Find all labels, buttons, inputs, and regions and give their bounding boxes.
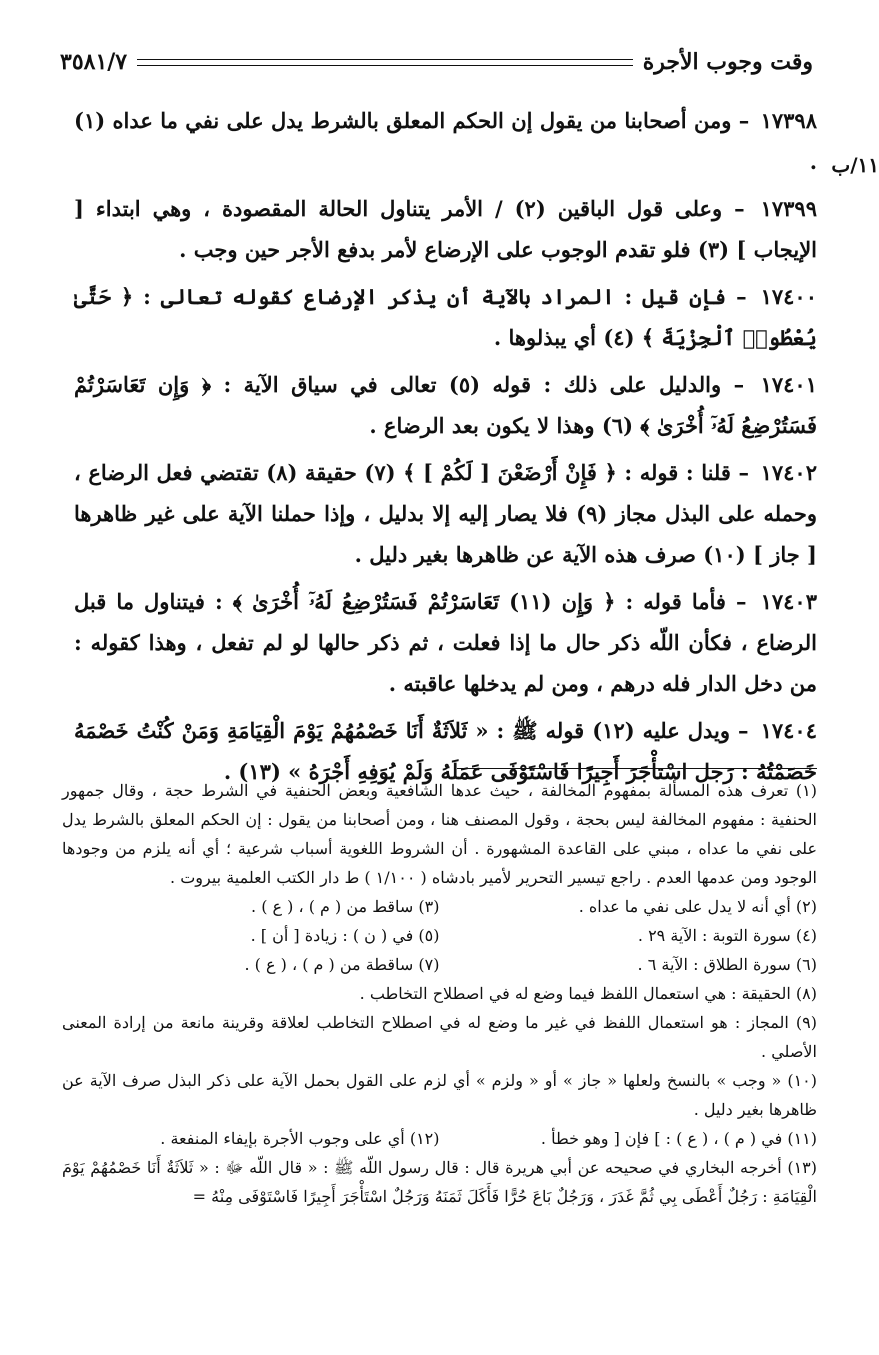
paragraph-17398 (74, 100, 817, 182)
header-rule (137, 59, 633, 66)
paragraph-17400 (74, 276, 817, 358)
paragraph-text: – والدليل على ذلك : قوله (٥) تعالى في سياق الآية : ﴿ وَإِن تَعَاسَرْتُمْ فَسَتُرْضِعُ لَهُۥٓ أُخْرَىٰ ﴾ (٦) وهذا لا يكون بعد الرضاع . (74, 372, 817, 438)
page-number: ٣٥٨١/٧ (60, 49, 128, 75)
paragraph-number: ١٧٤٠٠ (760, 284, 817, 309)
paragraph-number: ١٧٤٠٢ (760, 460, 817, 485)
paragraph-text: – قلنا : قوله : ﴿ فَإِنْ أَرْضَعْنَ [ لَكُمْ ] ﴾ (٧) حقيقة (٨) تقتضي فعل الرضاع ، وحمله على البذل مجاز (٩) فلا يصار إليه إلا بدليل ، وإذا حملنا الآية على غير ظاهرها [ جاز ] (١٠) صرف هذه الآية عن ظاهرها بغير دليل . (74, 460, 817, 567)
footnotes (62, 776, 817, 1211)
paragraph-text: – فأما قوله : ﴿ وَإِن (١١) تَعَاسَرْتُمْ فَسَتُرْضِعُ لَهُۥٓ أُخْرَىٰ ﴾ : فيتناول ما قبل الرضاع ، فكأن اللّه ذكر حال ما إذا فعلت ، ثم ذكر حالها لو لم تفعل ، وهذا كقوله : من دخل الدار فله درهم ، ومن لم يدخلها عاقبته . (74, 589, 817, 696)
footnote-separator (457, 768, 817, 769)
footnote-11: (١١) في ( م ) ، ( ع ) : ] فإن [ وهو خطأ . (540, 1129, 817, 1148)
main-text (74, 100, 817, 798)
footnote-row (62, 921, 817, 950)
paragraph-number: ١٧٣٩٨ (760, 108, 817, 133)
paragraph-17402 (74, 452, 817, 575)
paragraph-number: ١٧٤٠٣ (760, 589, 817, 614)
margin-folio-note: ١١/ب (831, 153, 879, 177)
paragraph-17399 (74, 188, 817, 270)
running-header (60, 42, 813, 82)
paragraph-17403 (74, 581, 817, 704)
footnote-7: (٧) ساقطة من ( م ) ، ( ع ) . (244, 955, 440, 974)
footnote-4: (٤) سورة التوبة : الآية ٢٩ . (637, 926, 817, 945)
paragraph-text: – ومن أصحابنا من يقول إن الحكم المعلق بالشرط يدل على نفي ما عداه (١) . (74, 108, 817, 174)
footnote-row (62, 1124, 817, 1153)
paragraph-text: – فإن قيل : المراد بالآية أن يذكر الإرضاع كقوله تعالى : ﴿ حَتَّىٰ يُعْطُوا۟ ٱلْجِزْيَةَ ﴾ (٤) أي يبذلوها . (74, 284, 817, 350)
paragraph-text: – ويدل عليه (١٢) قوله ﷺ : « ثَلاَثَةٌ أَنَا خَصْمُهُمْ يَوْمَ الْقِيَامَةِ وَمَنْ كُنْتُ خَصْمَهُ خَصَمْتُهُ : رَجل اسْتأْجَرَ أَجِيرًا فَاسْتَوْفَى عَمَلَهُ وَلَمْ يُوَفِهِ أَجْرَهُ » (١٣) . (74, 718, 817, 784)
footnote-10: (١٠) « وجب » بالنسخ ولعلها « جاز » أو « ولزم » أي لزم على القول بحمل الآية على ذكر البذل صرف الآية عن ظاهرها بغير دليل . (62, 1071, 817, 1119)
footnote-12: (١٢) أي على وجوب الأجرة بإيفاء المنفعة . (160, 1129, 440, 1148)
paragraph-number: ١٧٤٠١ (760, 372, 817, 397)
footnote-row (62, 950, 817, 979)
footnote-6: (٦) سورة الطلاق : الآية ٦ . (637, 955, 817, 974)
footnote-8: (٨) الحقيقة : هي استعمال اللفظ فيما وضع له في اصطلاح التخاطب . (359, 984, 817, 1003)
footnote-13: (١٣) أخرجه البخاري في صحيحه عن أبي هريرة قال : قال رسول اللّه ﷺ : « قال اللّه ﷻ : « ثَلاَثَةٌ أَنَا خَصْمُهُمْ يَوْمَ الْقِيَامَةِ : رَجُلٌ أَعْطَى بِي ثُمَّ غَدَرَ ، وَرَجُلٌ بَاعَ حُرًّا فَأَكَلَ ثَمَنَهُ وَرَجُلٌ اسْتَأْجَرَ أَجِيرًا فَاسْتَوْفَى مِنْهُ = (62, 1158, 817, 1206)
footnote-3: (٣) ساقط من ( م ) ، ( ع ) . (251, 897, 440, 916)
footnote-5: (٥) في ( ن ) : زيادة [ أن ] . (250, 926, 440, 945)
footnote-1: (١) تعرف هذه المسألة بمفهوم المخالفة ، حيث عدها الشافعية وبعض الحنفية في الشرط حجة ، وقال جمهور الحنفية : مفهوم المخالفة ليس بحجة ، وقول المصنف هنا ، ومن أصحابنا من يقول : إن الحكم المعلق بالشرط يدل على نفي ما عداه ، مبني على القاعدة المشهورة . أن الشروط اللغوية أسباب شرعية ؛ أي أنه يلزم من وجودها الوجود ومن عدمها العدم . راجع تيسير التحرير لأمير بادشاه ( ١/١٠٠ ) ط دار الكتب العلمية بيروت . (62, 781, 817, 887)
paragraph-text: – وعلى قول الباقين (٢) / الأمر يتناول الحالة المقصودة ، وهي ابتداء [ الإيجاب ] (٣) فلو تقدم الوجوب على الإرضاع لأمر بدفع الأجر حين وجب . (74, 196, 817, 262)
paragraph-number: ١٧٣٩٩ (760, 196, 817, 221)
paragraph-17401 (74, 364, 817, 446)
footnote-row (62, 892, 817, 921)
footnote-9: (٩) المجاز : هو استعمال اللفظ في غير ما وضع له في اصطلاح التخاطب لعلاقة وقرينة مانعة من إرادة المعنى الأصلي . (62, 1013, 817, 1061)
paragraph-number: ١٧٤٠٤ (760, 718, 817, 743)
chapter-title: وقت وجوب الأجرة (642, 49, 813, 75)
footnote-2: (٢) أي أنه لا يدل على نفي ما عداه . (578, 897, 817, 916)
